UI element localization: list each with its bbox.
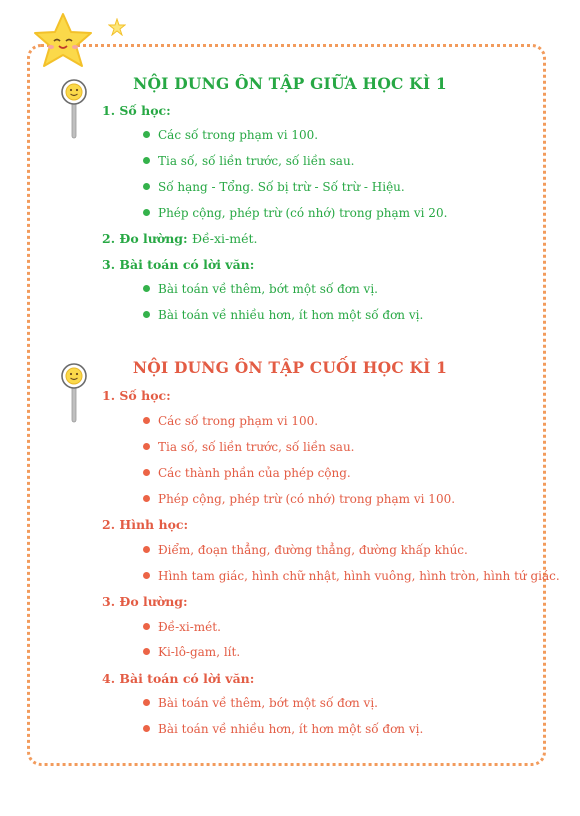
bullet-dot [143,495,150,502]
list-item: Các số trong phạm vi 100. [143,414,318,428]
bullet-dot [143,546,150,553]
bullet-dot [143,725,150,732]
heading-bai-toan: 4. Bài toán có lời văn: [102,671,255,686]
heading-bai-toan: 3. Bài toán có lời văn: [102,257,255,272]
list-item: Tia số, số liền trước, số liền sau. [143,154,355,168]
bullet-dot [143,623,150,630]
list-item: Bài toán về nhiều hơn, ít hơn một số đơn vị. [143,308,423,322]
list-item: Phép cộng, phép trừ (có nhớ) trong phạm vi 20. [143,206,447,220]
smiling-star-icon [32,12,94,70]
bullet-dot [143,157,150,164]
bullet-dot [143,572,150,579]
list-item: Điểm, đoạn thẳng, đường thẳng, đường khấp khúc. [143,543,468,557]
bullet-dot [143,209,150,216]
section-title-midterm: NỘI DUNG ÔN TẬP GIỮA HỌC KÌ 1 [133,74,447,93]
bullet-dot [143,443,150,450]
list-item: Phép cộng, phép trừ (có nhớ) trong phạm vi 100. [143,492,455,506]
bullet-dot [143,285,150,292]
bullet-dot [143,311,150,318]
heading-do-luong: 3. Đo lường: [102,594,188,609]
dotted-page-frame [27,44,546,766]
bullet-dot [143,183,150,190]
bullet-dot [143,131,150,138]
list-item: Đề-xi-mét. [143,620,221,634]
list-item: Số hạng - Tổng. Số bị trừ - Số trừ - Hiệu. [143,180,405,194]
list-item: Bài toán về thêm, bớt một số đơn vị. [143,282,378,296]
list-item: Hình tam giác, hình chữ nhật, hình vuông, hình tròn, hình tứ giác. [143,569,560,583]
bullet-dot [143,469,150,476]
heading-hinh-hoc: 2. Hình học: [102,517,189,532]
bullet-dot [143,699,150,706]
list-item: Bài toán về nhiều hơn, ít hơn một số đơn vị. [143,722,423,736]
heading-do-luong: 2. Đo lường: Đề-xi-mét. [102,231,258,246]
small-star-icon [108,18,126,36]
section-title-final: NỘI DUNG ÔN TẬP CUỐI HỌC KÌ 1 [132,358,448,377]
heading-so-hoc: 1. Số học: [102,388,171,403]
list-item: Ki-lô-gam, lít. [143,645,240,659]
heading-so-hoc: 1. Số học: [102,103,171,118]
list-item: Các số trong phạm vi 100. [143,128,318,142]
list-item: Tia số, số liền trước, số liền sau. [143,440,355,454]
list-item: Các thành phần của phép cộng. [143,466,351,480]
bullet-dot [143,648,150,655]
bullet-dot [143,417,150,424]
list-item: Bài toán về thêm, bớt một số đơn vị. [143,696,378,710]
